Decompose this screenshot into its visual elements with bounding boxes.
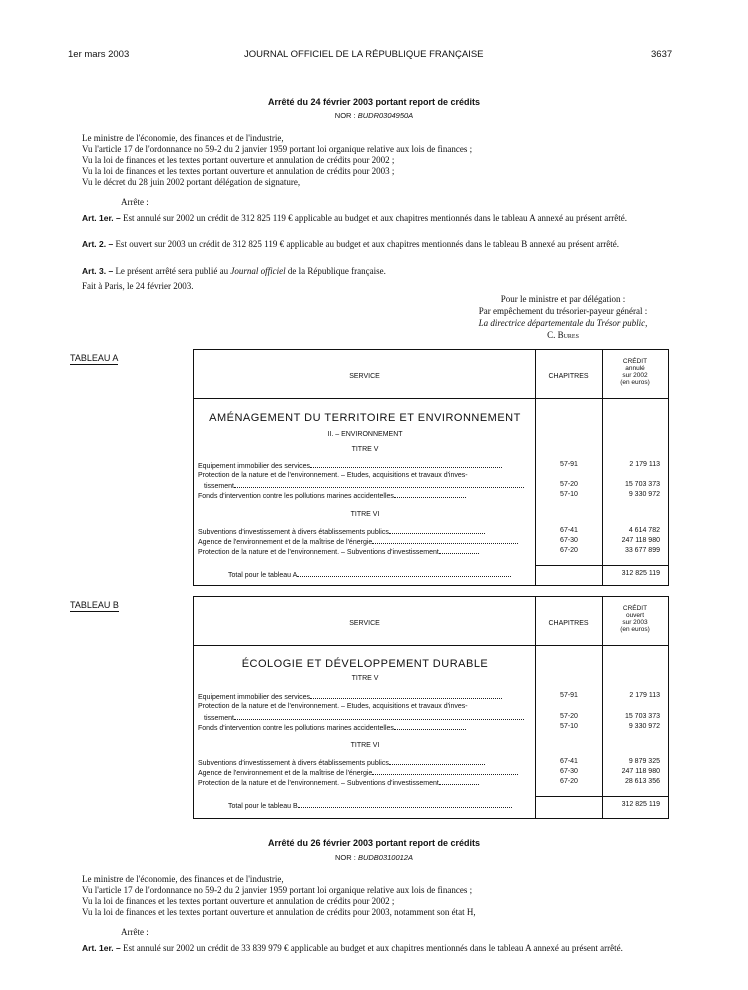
table-row-continued xyxy=(204,481,524,490)
titre-heading: TITRE VI xyxy=(350,511,380,518)
col-chapitres-header: CHAPITRES xyxy=(548,373,589,380)
article-text: Est annulé sur 2002 un crédit de 312 825 119 € applicable au budget et aux chapitres mentionnés dans le tableau A annexé au présent arrêté. xyxy=(123,213,628,223)
row-amount: 247 118 980 xyxy=(621,537,660,544)
total-amount: 312 825 119 xyxy=(621,570,660,577)
arrete1-visa: Vu le décret du 28 juin 2002 portant délégation de signature, xyxy=(82,177,301,187)
col-chapitres-header: CHAPITRES xyxy=(548,620,589,627)
row-amount: 2 179 113 xyxy=(629,461,660,468)
table-row xyxy=(198,768,518,777)
titre-heading: TITRE VI xyxy=(350,742,380,749)
row-service: Protection de la nature et de l'environnement. – Etudes, acquisitions et travaux d'inves- xyxy=(198,703,468,710)
row-chapitre: 57-20 xyxy=(560,481,578,488)
row-chapitre: 67-30 xyxy=(560,768,578,775)
header-page-number: 3637 xyxy=(651,49,673,60)
col-credit-header xyxy=(602,605,668,633)
arrete2-nor xyxy=(0,853,748,862)
total-amount: 312 825 119 xyxy=(621,801,660,808)
row-service: Protection de la nature et de l'environnement. – Subventions d'investissement xyxy=(198,780,439,787)
row-service: Agence de l'environnement et de la maîtrise de l'énergie xyxy=(198,770,373,777)
journal-name: Journal officiel xyxy=(230,266,286,276)
signature-line: Pour le ministre et par délégation : xyxy=(500,294,626,304)
row-amount: 33 677 899 xyxy=(624,547,660,554)
article-text: Est ouvert sur 2003 un crédit de 312 825 119 € applicable au budget et aux chapitres mentionnés dans le tableau B annexé au présent arrêté. xyxy=(115,239,619,249)
header-journal-title: JOURNAL OFFICIEL DE LA RÉPUBLIQUE FRANÇAISE xyxy=(244,49,484,60)
arrete2-arrete: Arrête : xyxy=(121,927,149,937)
table-row xyxy=(198,527,485,536)
arrete1-title: Arrêté du 24 février 2003 portant report de crédits xyxy=(267,97,481,107)
article-label: Art. 2. – xyxy=(82,239,114,249)
arrete1-fait: Fait à Paris, le 24 février 2003. xyxy=(82,281,194,291)
row-amount: 9 330 972 xyxy=(628,723,660,730)
row-chapitre: 57-91 xyxy=(560,692,578,699)
arrete2-visa: Vu la loi de finances et les textes portant ouverture et annulation de crédits pour 2002 ; xyxy=(82,896,395,906)
total-row xyxy=(228,570,511,579)
row-service: Fonds d'intervention contre les pollutions marines accidentelles xyxy=(198,725,394,732)
row-service: Agence de l'environnement et de la maîtrise de l'énergie xyxy=(198,539,373,546)
row-amount: 9 879 325 xyxy=(628,758,660,765)
credit-header-line: ouvert xyxy=(625,612,645,619)
credit-header-line: CRÉDIT xyxy=(622,605,648,612)
titre-heading: TITRE V xyxy=(351,446,379,453)
row-service: tissement xyxy=(204,483,234,490)
section-heading: ÉCOLOGIE ET DÉVELOPPEMENT DURABLE xyxy=(241,658,489,670)
row-service: Equipement immobilier des services xyxy=(198,694,311,701)
arrete1-visa: Vu l'article 17 de l'ordonnance no 59-2 du 2 janvier 1959 portant loi organique relative aux lois de finances ; xyxy=(82,144,473,154)
arrete1-visa: Vu la loi de finances et les textes portant ouverture et annulation de crédits pour 2003 ; xyxy=(82,166,395,176)
row-service: Subventions d'investissement à divers établissements publics xyxy=(198,760,389,767)
row-chapitre: 67-41 xyxy=(560,527,578,534)
table-row xyxy=(198,692,502,701)
row-amount: 247 118 980 xyxy=(621,768,660,775)
table-row xyxy=(198,723,466,732)
credit-header-line: sur 2002 xyxy=(622,372,648,379)
credit-header-line: CRÉDIT xyxy=(622,358,648,365)
arrete1-visa: Vu la loi de finances et les textes portant ouverture et annulation de crédits pour 2002 ; xyxy=(82,155,395,165)
table-row xyxy=(198,461,502,470)
nor-code: BUDB0310012A xyxy=(357,853,413,862)
row-service: Subventions d'investissement à divers établissements publics xyxy=(198,529,389,536)
table-row xyxy=(198,491,466,500)
table-row-continued xyxy=(204,713,524,722)
nor-label: NOR : xyxy=(335,853,356,862)
row-chapitre: 57-10 xyxy=(560,491,578,498)
row-chapitre: 57-91 xyxy=(560,461,578,468)
signature-name: C. Bures xyxy=(547,330,579,340)
arrete1-visa: Le ministre de l'économie, des finances et de l'industrie, xyxy=(82,133,284,143)
row-amount: 28 613 356 xyxy=(624,778,660,785)
titre-heading: TITRE V xyxy=(351,675,379,682)
credit-header-line: (en euros) xyxy=(620,379,650,386)
arrete2-visa: Le ministre de l'économie, des finances et de l'industrie, xyxy=(82,874,284,884)
table-row xyxy=(198,472,468,479)
article-label: Art. 1er. – xyxy=(82,213,121,223)
arrete1-nor xyxy=(0,111,748,120)
row-service: Fonds d'intervention contre les pollutions marines accidentelles xyxy=(198,493,394,500)
arrete2-visa: Vu la loi de finances et les textes portant ouverture et annulation de crédits pour 2003, notamment son état H, xyxy=(82,907,476,917)
row-amount: 15 703 373 xyxy=(624,713,660,720)
section-heading: AMÉNAGEMENT DU TERRITOIRE ET ENVIRONNEMENT xyxy=(209,412,521,424)
row-amount: 15 703 373 xyxy=(624,481,660,488)
row-chapitre: 67-41 xyxy=(560,758,578,765)
arrete2-visa: Vu l'article 17 de l'ordonnance no 59-2 du 2 janvier 1959 portant loi organique relative aux lois de finances ; xyxy=(82,885,473,895)
credit-header-line: sur 2003 xyxy=(622,619,648,626)
total-label: Total pour le tableau A xyxy=(228,572,298,579)
tableau-b-label: TABLEAU B xyxy=(70,600,119,610)
table-row xyxy=(198,758,485,767)
table-row xyxy=(198,537,518,546)
total-label: Total pour le tableau B xyxy=(228,803,298,810)
article-text: Le présent arrêté sera publié au xyxy=(115,266,229,276)
row-amount: 4 614 782 xyxy=(628,527,660,534)
col-service-header: SERVICE xyxy=(349,373,380,380)
arrete2-title: Arrêté du 26 février 2003 portant report de crédits xyxy=(267,838,481,848)
row-chapitre: 57-10 xyxy=(560,723,578,730)
article-text: Est annulé sur 2002 un crédit de 33 839 979 € applicable au budget et aux chapitres mentionnés dans le tableau A annexé au présent arrêté. xyxy=(123,943,623,953)
col-service-header: SERVICE xyxy=(349,620,380,627)
arrete1-article-2 xyxy=(70,239,672,249)
row-service: tissement xyxy=(204,715,234,722)
row-chapitre: 67-30 xyxy=(560,537,578,544)
article-label: Art. 1er. – xyxy=(82,943,121,953)
tableau-a xyxy=(193,349,669,586)
table-row xyxy=(198,547,479,556)
row-amount: 9 330 972 xyxy=(628,491,660,498)
table-row xyxy=(198,778,479,787)
arrete2-article-1 xyxy=(70,943,672,953)
header-date: 1er mars 2003 xyxy=(68,49,130,60)
row-amount: 2 179 113 xyxy=(629,692,660,699)
row-chapitre: 67-20 xyxy=(560,778,578,785)
table-row xyxy=(198,703,468,710)
row-service: Protection de la nature et de l'environnement. – Subventions d'investissement xyxy=(198,549,439,556)
credit-header-line: (en euros) xyxy=(620,626,650,633)
tableau-b xyxy=(193,596,669,819)
arrete1-article-3 xyxy=(82,266,386,276)
subsection-heading: II. – ENVIRONNEMENT xyxy=(327,431,403,438)
article-text: de la République française. xyxy=(287,266,386,276)
arrete1-article-1 xyxy=(70,213,672,223)
tableau-a-label: TABLEAU A xyxy=(70,353,119,363)
nor-code: BUDR0304950A xyxy=(357,111,414,120)
row-service: Equipement immobilier des services xyxy=(198,463,311,470)
signature-line: Par empêchement du trésorier-payeur général : xyxy=(478,306,648,316)
arrete1-arrete: Arrête : xyxy=(121,197,149,207)
article-label: Art. 3. – xyxy=(82,266,114,276)
signature-line: La directrice départementale du Trésor public, xyxy=(478,318,648,328)
row-service: Protection de la nature et de l'environnement. – Etudes, acquisitions et travaux d'inves- xyxy=(198,472,468,479)
col-credit-header xyxy=(602,358,668,386)
row-chapitre: 57-20 xyxy=(560,713,578,720)
credit-header-line: annulé xyxy=(625,365,645,372)
nor-label: NOR : xyxy=(334,111,356,120)
total-row xyxy=(228,801,512,810)
row-chapitre: 67-20 xyxy=(560,547,578,554)
